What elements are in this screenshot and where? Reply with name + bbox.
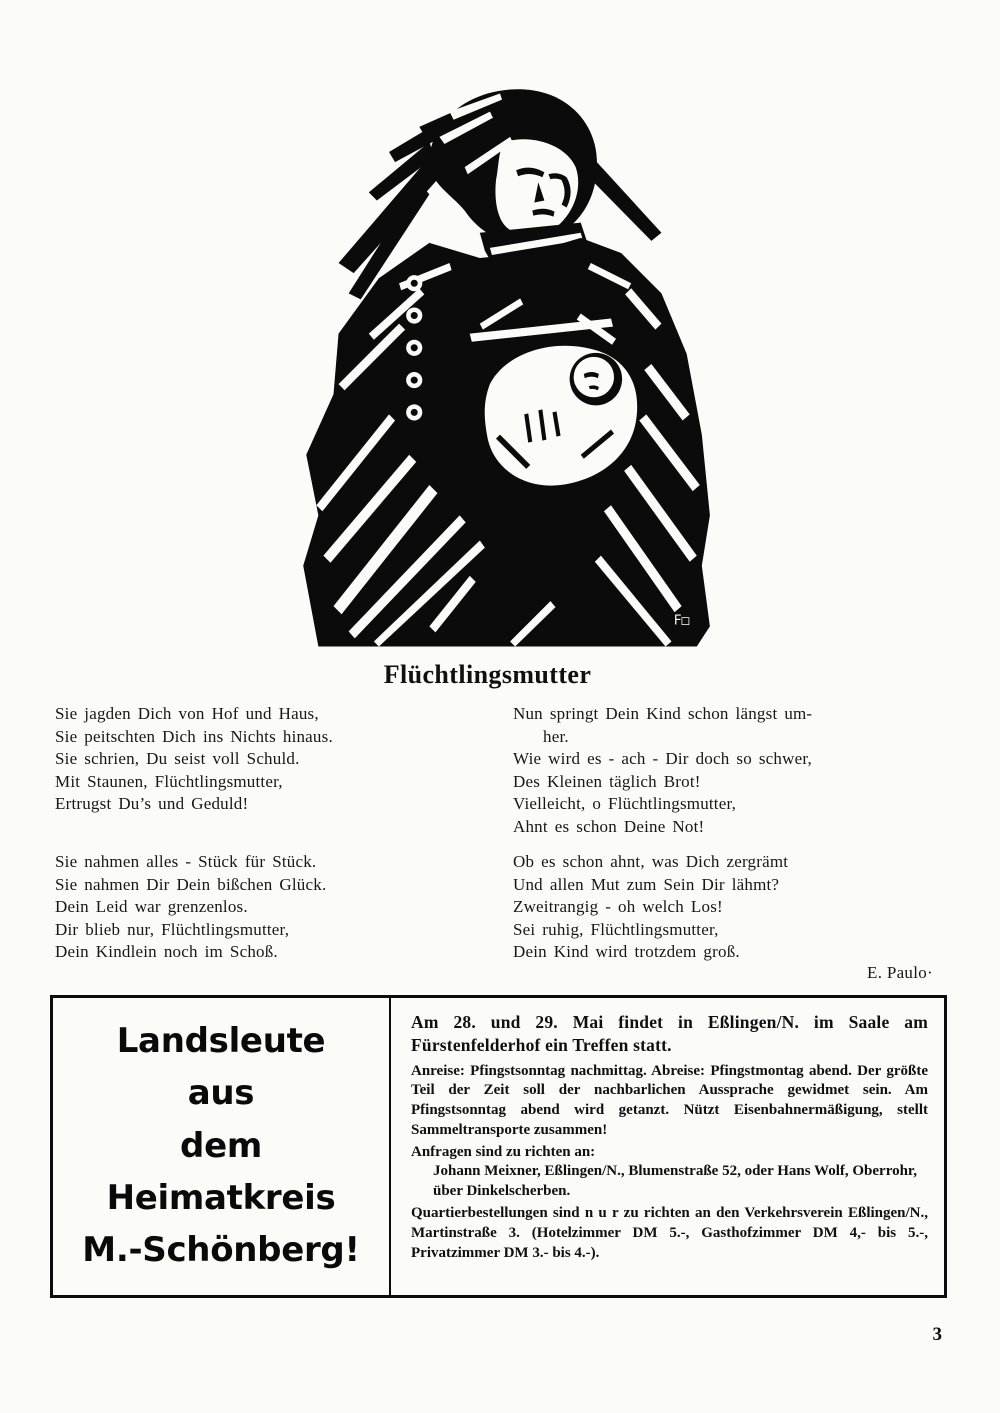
poem-line: Dir blieb nur, Flüchtlingsmutter, bbox=[55, 919, 290, 939]
poem-line: Dein Kindlein noch im Schoß. bbox=[55, 942, 278, 962]
headline-line: M.-Schönberg! bbox=[82, 1230, 360, 1270]
poem-line: Und allen Mut zum Sein Dir lähmt? bbox=[513, 874, 780, 894]
poem-line: her. bbox=[543, 726, 569, 746]
poem-line: Vielleicht, o Flüchtlingsmutter, bbox=[513, 794, 737, 814]
poem-line: Mit Staunen, Flüchtlingsmutter, bbox=[55, 771, 283, 791]
poem-line: Ertrugst Du’s und Geduld! bbox=[55, 794, 249, 814]
announcement-details bbox=[391, 998, 944, 1295]
page-number: 3 bbox=[932, 1324, 942, 1345]
announcement-contact: Johann Meixner, Eßlingen/N., Blumenstraße 52, oder Hans Wolf, Oberrohr, über Dinkelscherben. bbox=[433, 1163, 917, 1200]
artist-monogram: F□ bbox=[673, 613, 690, 629]
poem-line: Ahnt es schon Deine Not! bbox=[513, 816, 705, 836]
headline-line: aus bbox=[187, 1073, 255, 1114]
announcement-lodging-info: Quartierbestellungen sind n u r zu richten an den Verkehrsverein Eßlingen/N., Martinstraße 3. (Hotelzimmer DM 5.-, Gasthofzimmer DM 4,- bis 5.-, Privatzimmer DM 3.- bis 4.-). bbox=[411, 1205, 928, 1261]
announcement-headline bbox=[53, 998, 391, 1295]
poem-stanza-4 bbox=[513, 851, 788, 964]
poem-line: Sei ruhig, Flüchtlingsmutter, bbox=[513, 919, 719, 939]
poem-stanza-3 bbox=[513, 703, 812, 839]
poem-line: Nun springt Dein Kind schon längst um- bbox=[513, 704, 813, 723]
poem-line: Sie peitschten Dich ins Nichts hinaus. bbox=[55, 726, 333, 746]
poem-stanza-1 bbox=[55, 703, 333, 816]
poem-line: Wie wird es - ach - Dir doch so schwer, bbox=[513, 749, 812, 769]
poem-line: Zweitrangig - oh welch Los! bbox=[513, 897, 723, 917]
woodcut-mother-child-illustration bbox=[278, 80, 722, 658]
announcement-body: Anreise: Pfingstsonntag nachmittag. Abreise: Pfingstmontag abend. Der größte Teil der Zeit soll der nachbarlichen Aussprache gewidmet sein. Am Pfingstsonntag abend wird getanzt. Nützt Eisenbahnermäßigung, stellt Sammeltransporte zusammen! bbox=[411, 1062, 928, 1138]
poem-line: Des Kleinen täglich Brot! bbox=[513, 771, 701, 791]
poem-attribution: E. Paulo· bbox=[867, 963, 933, 982]
page-title: Flüchtlingsmutter bbox=[383, 660, 592, 689]
poem-line: Sie nahmen alles - Stück für Stück. bbox=[55, 852, 317, 871]
headline-line: dem bbox=[180, 1125, 262, 1166]
headline-line: Heimatkreis bbox=[106, 1177, 336, 1218]
poem-stanza-2 bbox=[55, 851, 326, 964]
announcement-heading: Am 28. und 29. Mai findet in Eßlingen/N. im Saale am Fürstenfelderhof ein Treffen statt. bbox=[411, 1012, 928, 1055]
poem-line: Sie nahmen Dir Dein bißchen Glück. bbox=[55, 874, 327, 894]
headline-line: Landsleute bbox=[116, 1021, 326, 1061]
poem-line: Sie schrien, Du seist voll Schuld. bbox=[55, 749, 300, 769]
announcement-box bbox=[50, 995, 947, 1298]
woodcut-svg bbox=[278, 80, 722, 658]
poem-line: Ob es schon ahnt, was Dich zergrämt bbox=[513, 852, 789, 871]
announcement-contact-intro: Anfragen sind zu richten an: bbox=[411, 1143, 596, 1160]
poem-line: Dein Kind wird trotzdem groß. bbox=[513, 942, 740, 962]
poem-line: Sie jagden Dich von Hof und Haus, bbox=[55, 704, 319, 723]
poem-line: Dein Leid war grenzenlos. bbox=[55, 897, 248, 917]
